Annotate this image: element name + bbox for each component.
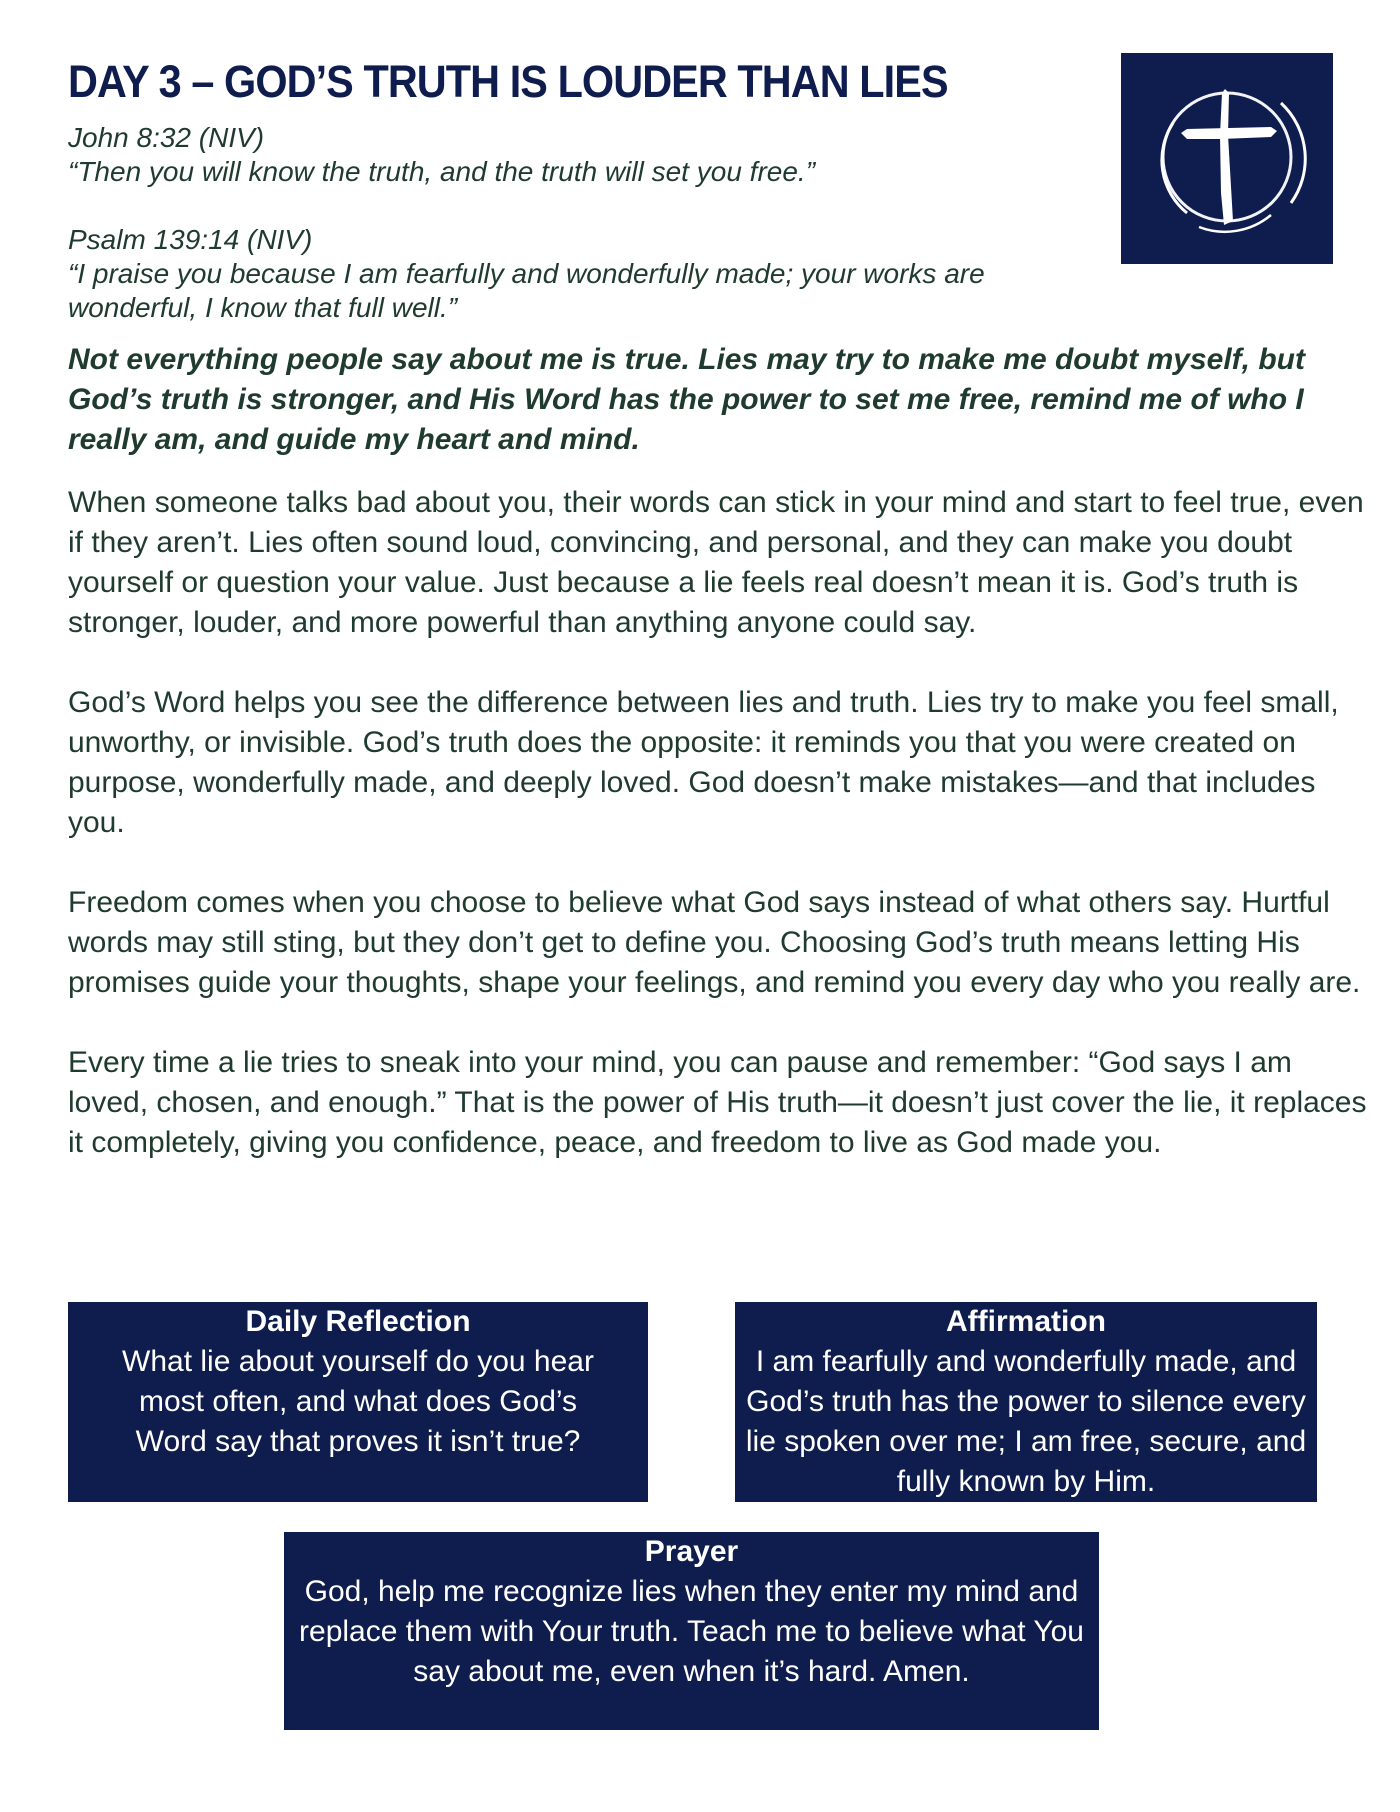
- body-paragraph: Freedom comes when you choose to believe what God says instead of what others say. Hurtful words may still sting, but they don’t get to define you. Choosing God’s truth means letting His promises guide your thoughts, shape your feelings, and remind you every day who you really are.: [68, 886, 1361, 999]
- verse-text: “I praise you because I am fearfully and wonderfully made; your works are wonderful, I know that full well.”: [68, 258, 985, 323]
- affirmation-card: [735, 1302, 1317, 1502]
- body-paragraph: Every time a lie tries to sneak into your mind, you can pause and remember: “God says I am loved, chosen, and enough.” That is the power of His truth—it doesn’t just cover the lie, it replaces it completely, giving you confidence, peace, and freedom to live as God made you.: [68, 1046, 1367, 1159]
- card-title: Prayer: [644, 1535, 739, 1568]
- body-paragraph: God’s Word helps you see the difference between lies and truth. Lies try to make you feel small, unworthy, or invisible. God’s truth does the opposite: it reminds you that you were created on purpose, wonderfully made, and deeply loved. God doesn’t make mistakes—and that includes you.: [68, 686, 1339, 839]
- card-text: God, help me recognize lies when they enter my mind and replace them with Your truth. Teach me to believe what You say about me, even when it’s hard. Amen.: [299, 1575, 1084, 1688]
- scripture-verses: [68, 121, 1088, 325]
- key-statement: Not everything people say about me is true. Lies may try to make me doubt myself, but God’s truth is stronger, and His Word has the power to set me free, remind me of who I really am, and guide my heart and mind.: [68, 343, 1305, 456]
- verse-reference: John 8:32 (NIV): [68, 122, 265, 153]
- body-paragraph: When someone talks bad about you, their words can stick in your mind and start to feel true, even if they aren’t. Lies often sound loud, convincing, and personal, and they can make you doubt yourself or question your value. Just because a lie feels real doesn’t mean it is. God’s truth is stronger, louder, and more powerful than anything anyone could say.: [68, 486, 1364, 639]
- logo: [1121, 53, 1333, 264]
- prayer-card: [284, 1532, 1099, 1730]
- page-title: DAY 3 – GOD’S TRUTH IS LOUDER THAN LIES: [68, 56, 948, 107]
- devotional-body: [68, 483, 1368, 1163]
- card-text: I am fearfully and wonderfully made, and God’s truth has the power to silence every lie spoken over me; I am free, secure, and fully known by Him.: [745, 1345, 1307, 1498]
- card-title: Daily Reflection: [245, 1305, 471, 1338]
- verse-reference: Psalm 139:14 (NIV): [68, 224, 313, 255]
- card-title: Affirmation: [946, 1305, 1106, 1338]
- daily-reflection-card: [68, 1302, 648, 1502]
- verse-text: “Then you will know the truth, and the truth will set you free.”: [68, 156, 816, 187]
- cross-in-circle-icon: [1121, 53, 1333, 264]
- card-text: What lie about yourself do you hear most often, and what does God’s Word say that proves it isn’t true?: [122, 1345, 594, 1458]
